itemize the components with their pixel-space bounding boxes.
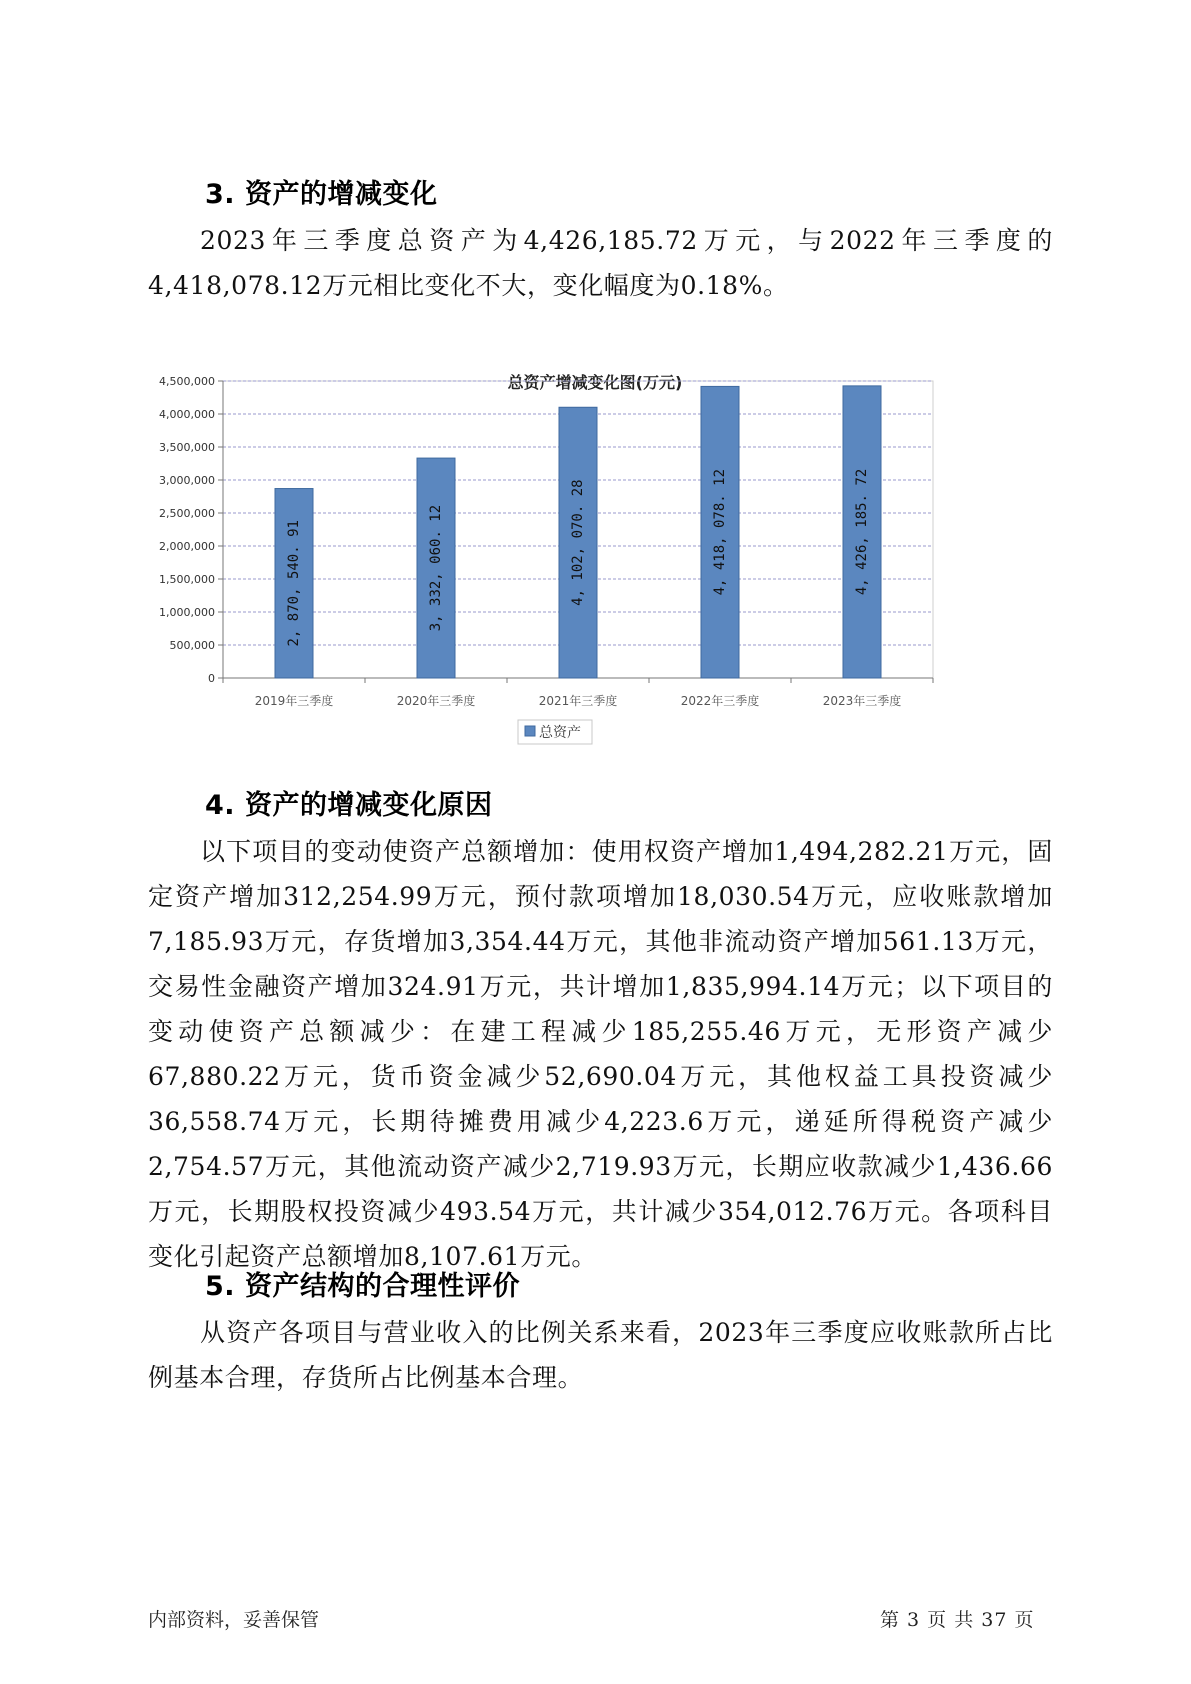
y-tick-label: 1,500,000 [159,573,215,586]
x-tick-label: 2019年三季度 [254,694,334,708]
y-tick-label: 2,500,000 [159,507,215,520]
total-assets-chart [159,358,1025,813]
y-tick-label: 500,000 [169,639,215,652]
x-tick-label: 2020年三季度 [396,694,476,708]
legend-swatch [525,726,535,736]
section-heading-structure-evaluation: 5. 资产结构的合理性评价 [205,1271,520,1302]
footer-confidential-note: 内部资料，妥善保管 [148,1609,320,1631]
paragraph-asset-change: 2023年三季度总资产为4,426,185.72万元，与2022年三季度的4,418,078.12万元相比变化不大，变化幅度为0.18%。 [148,226,1053,300]
y-tick-label: 4,500,000 [159,375,215,388]
section-heading-asset-change: 3. 资产的增减变化 [205,179,438,210]
x-tick-label: 2021年三季度 [538,694,618,708]
section-heading-change-reasons: 4. 资产的增减变化原因 [205,790,493,821]
y-tick-label: 3,500,000 [159,441,215,454]
y-tick-label: 4,000,000 [159,408,215,421]
x-tick-label: 2022年三季度 [680,694,760,708]
data-label: 4, 426, 185. 72 [854,468,870,596]
data-label: 4, 102, 070. 28 [570,479,586,606]
footer-page-number: 第 3 页 共 37 页 [880,1609,1035,1631]
chart-title: 总资产增减变化图(万元) [507,373,683,392]
x-tick-label: 2023年三季度 [822,694,902,708]
paragraph-structure-evaluation: 从资产各项目与营业收入的比例关系来看，2023年三季度应收账款所占比例基本合理，存货所占比例基本合理。 [148,1318,1053,1392]
data-label: 2, 870, 540. 91 [286,520,302,647]
data-label: 3, 332, 060. 12 [428,504,444,632]
y-tick-label: 1,000,000 [159,606,215,619]
paragraph-change-reasons: 以下项目的变动使资产总额增加：使用权资产增加1,494,282.21万元，固定资产增加312,254.99万元，预付款项增加18,030.54万元，应收账款增加7,185.93万元，存货增加3,354.44万元，其他非流动资产增加561.13万元，交易性金融资产增加324.91万元，共计增加1,835,994.14万元；以下项目的变动使资产总额减少：在建工程减少185,255.46万元，无形资产减少67,880.22万元，货币资金减少52,690.04万元，其他权益工具投资减少36,558.74万元，长期待摊费用减少4,223.6万元，递延所得税资产减少2,754.57万元，其他流动资产减少2,719.93万元，长期应收款减少1,436.66万元，长期股权投资减少493.54万元，共计减少354,012.76万元。各项科目变化引起资产总额增加8,107.61万元。 [148,837,1053,1271]
data-label: 4, 418, 078. 12 [712,468,728,596]
y-tick-label: 0 [208,672,215,685]
y-tick-label: 3,000,000 [159,474,215,487]
legend-label: 总资产 [539,725,581,741]
chart-svg [159,358,1025,813]
y-tick-label: 2,000,000 [159,540,215,553]
